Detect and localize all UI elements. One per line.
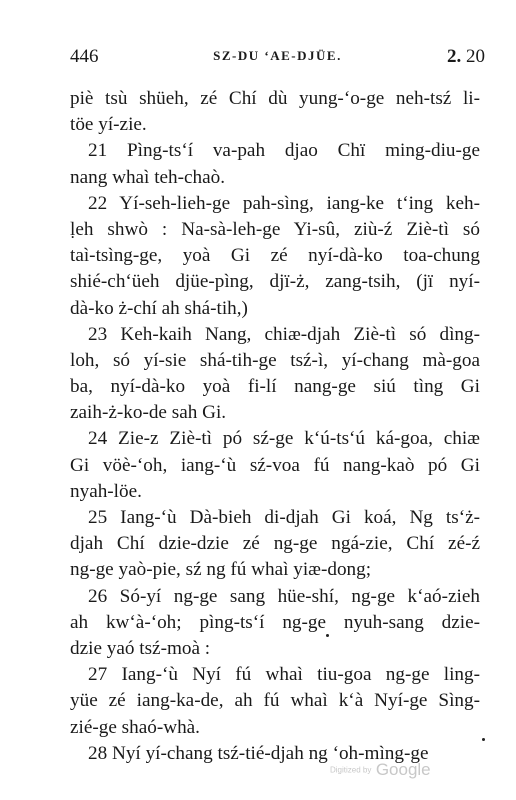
text-line: taì-tsìng-ge, yoà Gi zé nyí-dà-ko toa-chung [70,245,480,267]
google-logo: Google [375,760,431,779]
text-line: loh, só yí-sie shá-tih-ge tsź-ì, yí-chang mà-goa [70,349,480,371]
digitized-watermark [330,760,440,784]
text-line: ḷeh shwò : Na-sà-leh-ge Yi-sû, ziù-ź Ziè-tì só [70,218,480,240]
text-line: nyah-löe. [70,480,142,502]
text-line: 27 Iang-‘ù Nyí fú whaì tiu-goa ng-ge ling- [88,664,480,686]
text-line: piè tsù shüeh, zé Chí dù yung-‘o-ge neh-tsź li- [70,88,480,109]
text-line: töe yí-zie. [70,114,147,136]
text-line: 21 Pìng-ts‘í va-pah djao Chï ming-diu-ge [88,140,480,162]
text-line: 24 Zie-z Ziè-tì pó sź-ge k‘ú-ts‘ú ká-goa, chiæ [88,428,480,450]
chapter-number: 2. [447,46,462,67]
text-line: zaih-ż-ko-de sah Gi. [70,402,227,424]
print-speck [482,738,485,741]
text-line: ah kw‘à-‘oh; pìng-ts‘í ng-ge nyuh-sang dzie- [70,611,480,633]
text-line: ba, nyí-dà-ko yoà fi-lí nang-ge siú tìng Gi [70,376,480,398]
running-title: SZ-DU ‘AE-DJÜE. [213,48,342,63]
body-text [70,86,480,767]
text-line: 25 Iang-‘ù Dà-bieh di-djah Gi koá, Ng ts‘ż- [88,507,480,528]
text-line: 22 Yí-seh-lieh-ge pah-sìng, iang-ke t‘ing keh- [88,192,480,214]
text-line: dzie yaó tsź-moà : [70,637,211,659]
text-line: Gi vöè-‘oh, iang-‘ù sź-voa fú nang-kaò pó Gi [70,454,480,476]
text-line: nang whaì teh-chaò. [70,166,226,188]
text-line: 23 Keh-kaih Nang, chiæ-djah Ziè-tì só dìng- [88,323,480,345]
text-line: djah Chí dzie-dzie zé ng-ge ngá-zie, Chí zé-ź [70,533,480,555]
text-line: shié-ch‘üeh djüe-pìng, djï-ż, zang-tsih, (jï nyí- [70,271,480,293]
print-speck [326,634,329,637]
text-line: zié-ge shaó-whà. [70,716,200,738]
chapter-verse-reference [447,46,485,68]
verse-number: 20 [466,46,485,67]
page-header [70,46,485,70]
text-line: ng-ge yaò-pie, sź ng fú whaì yiæ-dong; [70,559,372,581]
text-line: dà-ko ż-chí ah shá-tih,) [70,297,248,319]
digitized-label: Digitized by [330,765,372,775]
text-line: 28 Nyí yí-chang tsź-tié-djah ng ‘oh-mìng-ge [88,742,429,764]
text-line: yüe zé iang-ka-de, ah fú whaì k‘à Nyí-ge Sìng- [70,690,480,712]
page-number: 446 [70,46,99,67]
text-line: 26 Só-yí ng-ge sang hüe-shí, ng-ge k‘aó-zieh [88,585,480,607]
